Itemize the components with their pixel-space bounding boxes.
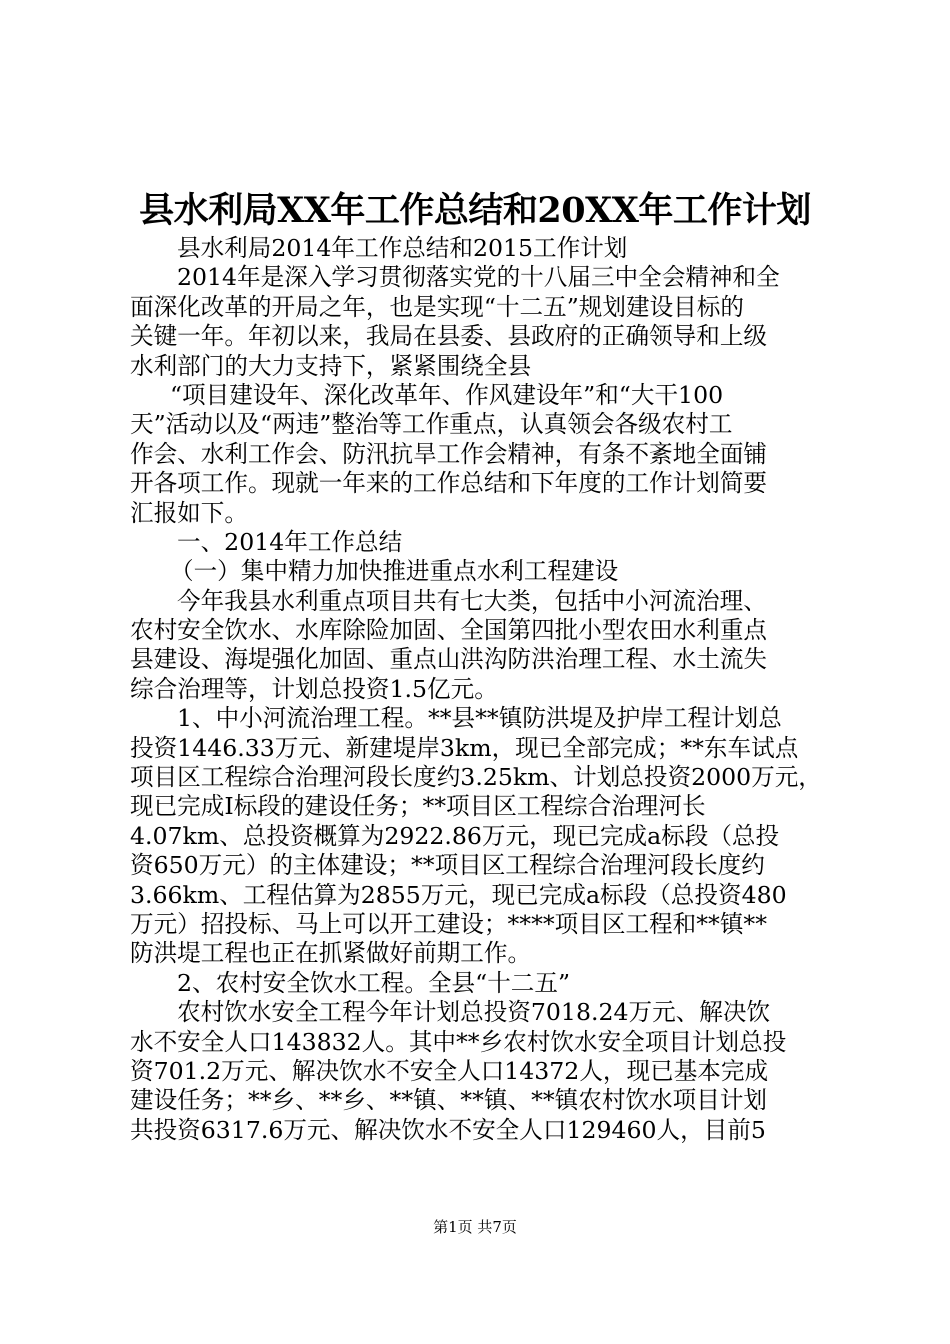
paragraph-line: 水不安全人口143832人。其中**乡农村饮水安全项目计划总投 (130, 1027, 787, 1056)
subtitle-line: 县水利局2014年工作总结和2015工作计划 (177, 234, 628, 262)
paragraph-line: 投资1446.33万元、新建堤岸3km，现已全部完成；**东车试点 (130, 733, 799, 762)
paragraph-line: 农村安全饮水、水库除险加固、全国第四批小型农田水利重点 (130, 616, 768, 645)
paragraph-line: 农村饮水安全工程今年计划总投资7018.24万元、解决饮 (177, 998, 771, 1027)
paragraph-line: 关键一年。年初以来，我局在县委、县政府的正确领导和上级 (130, 322, 768, 351)
paragraph-line: 3.66km、工程估算为2855万元，现已完成a标段（总投资480 (130, 880, 787, 909)
paragraph-line: 2014年是深入学习贯彻落实党的十八届三中全会精神和全 (177, 263, 780, 292)
paragraph-line: 作会、水利工作会、防汛抗旱工作会精神，有条不紊地全面铺 (130, 439, 768, 468)
paragraph-line: 现已完成Ⅰ标段的建设任务；**项目区工程综合治理河长 (130, 792, 706, 821)
paragraph-line: 县建设、海堤强化加固、重点山洪沟防洪治理工程、水土流失 (130, 645, 768, 674)
paragraph-line: 项目区工程综合治理河段长度约3.25km、计划总投资2000万元， (130, 763, 822, 792)
document-body (130, 234, 830, 1145)
page-title: 县水利局XX年工作总结和20XX年工作计划 (139, 190, 811, 231)
paragraph-line: 防洪堤工程也正在抓紧做好前期工作。 (130, 939, 532, 968)
paragraph-line: 面深化改革的开局之年，也是实现“十二五”规划建设目标的 (130, 292, 744, 321)
paragraph-line: 万元）招投标、马上可以开工建设；****项目区工程和**镇** (130, 909, 768, 938)
paragraph-line: 建设任务；**乡、**乡、**镇、**镇、**镇农村饮水项目计划 (130, 1086, 768, 1115)
paragraph-line: 资701.2万元、解决饮水不安全人口14372人，现已基本完成 (130, 1056, 769, 1085)
section-heading: 一、2014年工作总结 (177, 527, 403, 556)
paragraph-line: 今年我县水利重点项目共有七大类，包括中小河流治理、 (177, 586, 767, 615)
paragraph-line: 开各项工作。现就一年来的工作总结和下年度的工作计划简要 (130, 469, 768, 498)
paragraph-line: “项目建设年、深化改革年、作风建设年”和“大干100 (170, 380, 724, 409)
page-footer: 第1页 共7页 (433, 1218, 517, 1236)
paragraph-line: 汇报如下。 (130, 498, 248, 527)
paragraph-line: 共投资6317.6万元、解决饮水不安全人口129460人，目前5 (130, 1115, 766, 1144)
paragraph-line: 1、中小河流治理工程。**县**镇防洪堤及护岸工程计划总 (177, 704, 782, 733)
paragraph-line: 资650万元）的主体建设；**项目区工程综合治理河段长度约 (130, 851, 765, 880)
paragraph-line: 天”活动以及“两违”整治等工作重点，认真领会各级农村工 (130, 410, 733, 439)
paragraph-line: 综合治理等，计划总投资1.5亿元。 (130, 674, 498, 703)
paragraph-line: 水利部门的大力支持下，紧紧围绕全县 (130, 351, 532, 380)
subsection-heading: （一）集中精力加快推进重点水利工程建设 (170, 557, 619, 586)
paragraph-line: 4.07km、总投资概算为2922.86万元，现已完成a标段（总投 (130, 821, 780, 850)
paragraph-line: 2、农村安全饮水工程。全县“十二五” (177, 968, 571, 997)
